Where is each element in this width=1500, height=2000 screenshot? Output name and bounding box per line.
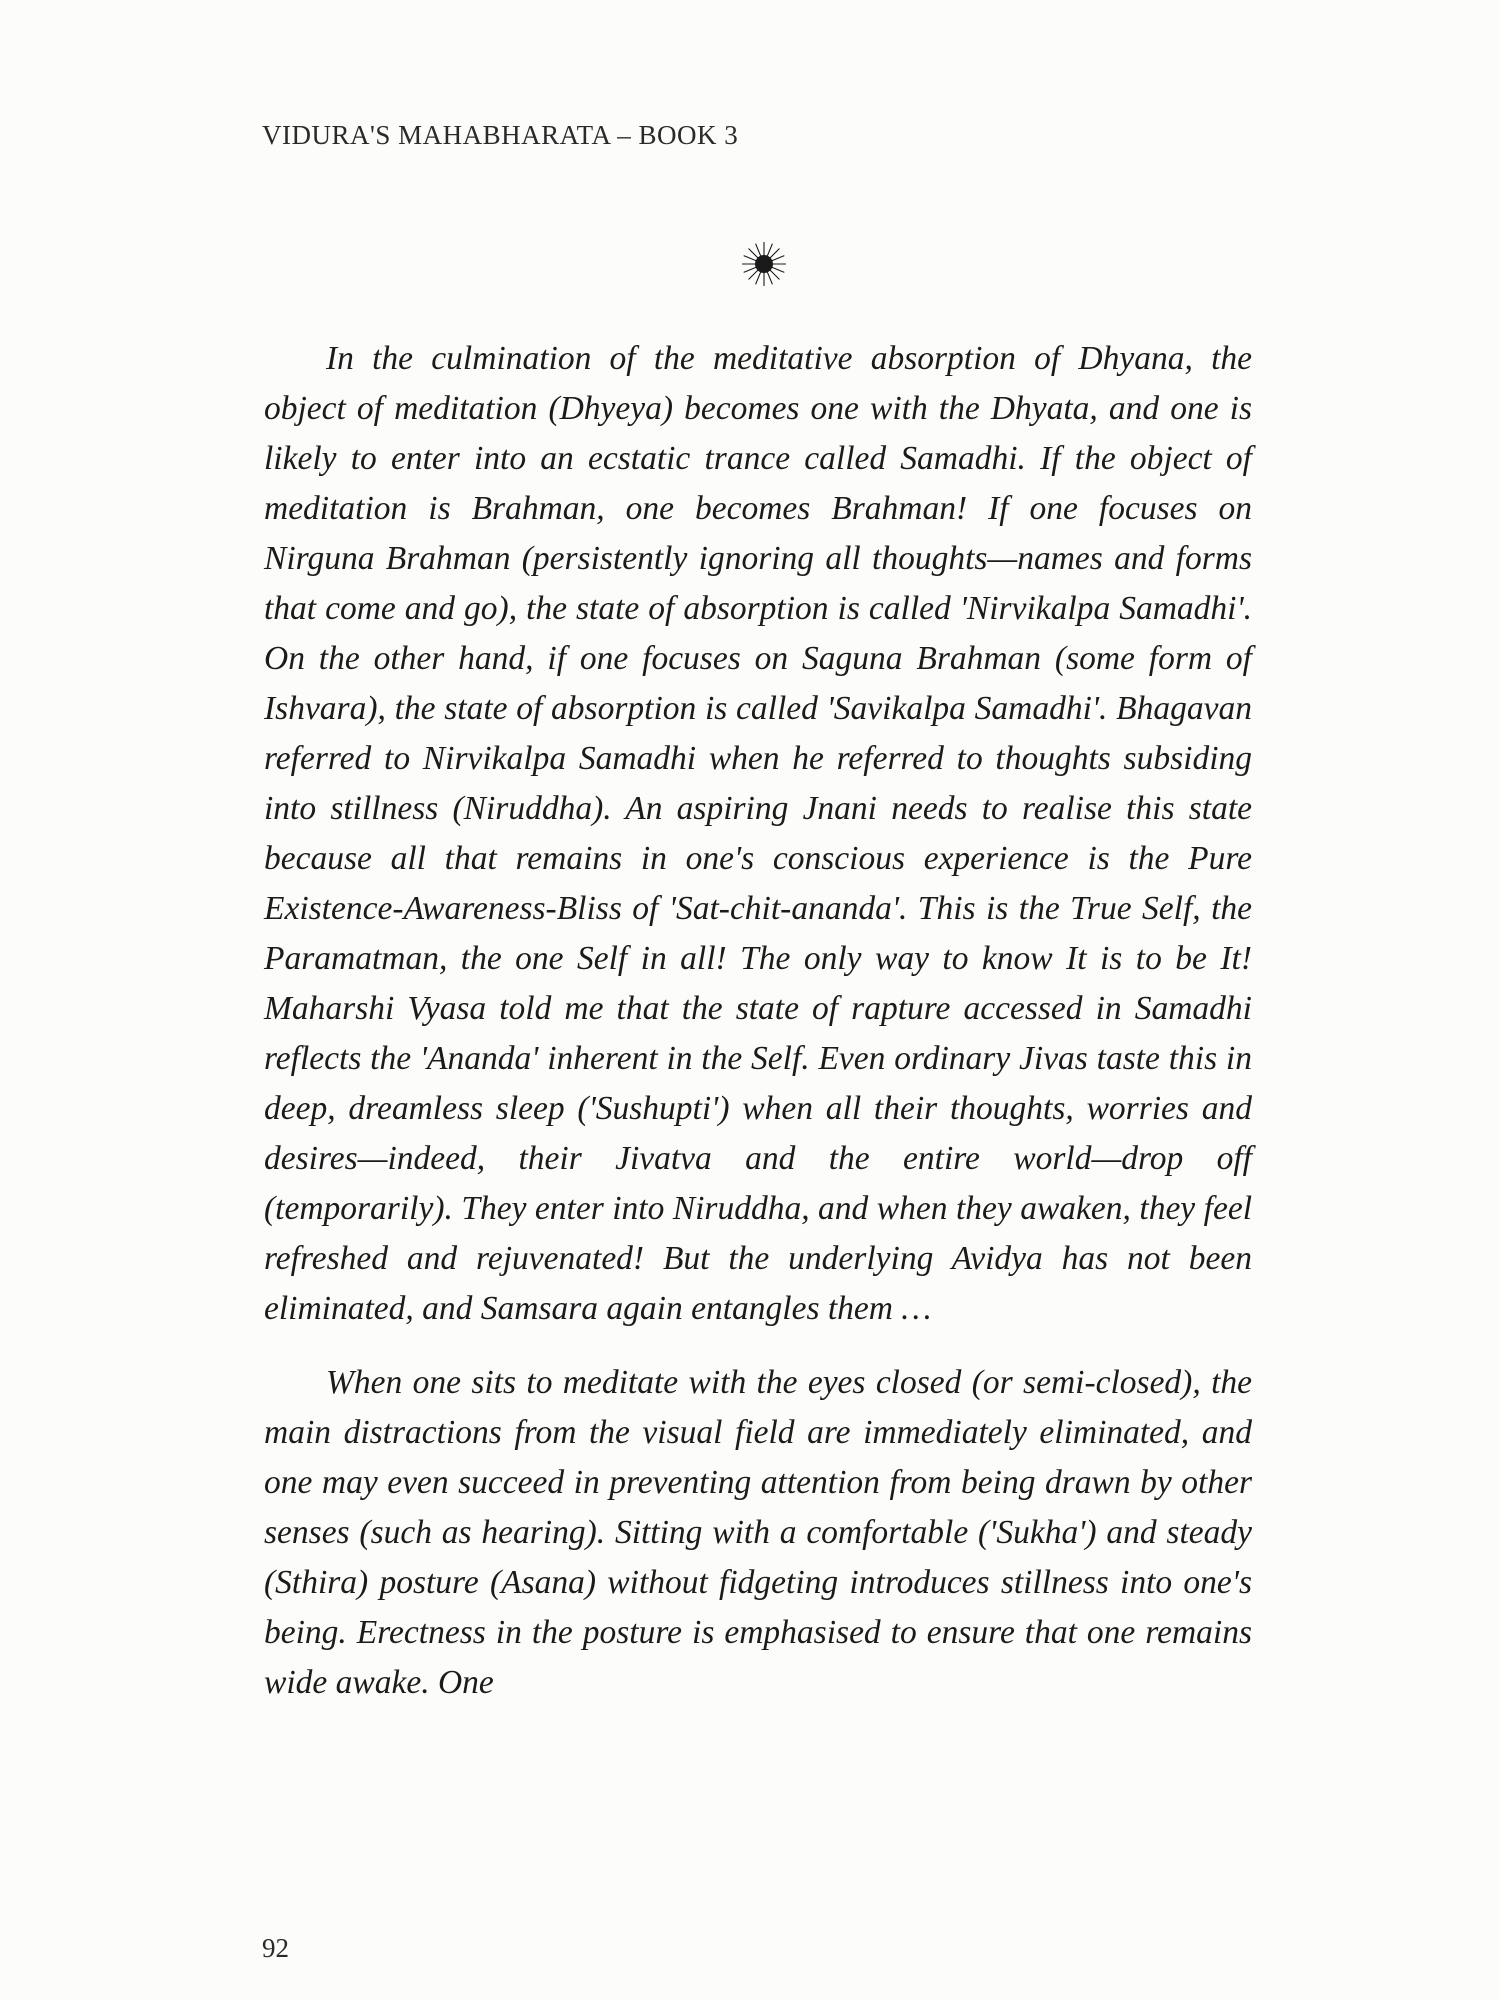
running-head: VIDURA'S MAHABHARATA – BOOK 3 (262, 120, 739, 150)
body-text (264, 334, 1252, 1708)
paragraph-meditation-posture: When one sits to meditate with the eyes closed (or semi-closed), the main distractions from the visual field are immediately eliminated, and one may even succeed in preventing attention from being drawn by other senses (such as hearing). Sitting with a comfortable ('Sukha') and steady (Sthira) posture (Asana) without fidgeting introduces stillness into one's being. Erectness in the posture is emphasised to ensure that one remains wide awake. One (264, 1364, 1252, 1701)
paragraph-samadhi: In the culmination of the meditative absorption of Dhyana, the object of meditation (Dhyeya) becomes one with the Dhyata, and one is likely to enter into an ecstatic trance called Samadhi. If the object of meditation is Brahman, one becomes Brahman! If one focuses on Nirguna Brahman (persistently ignoring all thoughts—names and forms that come and go), the state of absorption is called 'Nirvikalpa Samadhi'. On the other hand, if one focuses on Saguna Brahman (some form of Ishvara), the state of absorption is called 'Savikalpa Samadhi'. Bhagavan referred to Nirvikalpa Samadhi when he referred to thoughts subsiding into stillness (Niruddha). An aspiring Jnani needs to realise this state because all that remains in one's conscious experience is the Pure Existence-Awareness-Bliss of 'Sat-chit-ananda'. This is the True Self, the Paramatman, the one Self in all! The only way to know It is to be It! Maharshi Vyasa told me that the state of rapture accessed in Samadhi reflects the 'Ananda' inherent in the Self. Even ordinary Jivas taste this in deep, dreamless sleep ('Sushupti') when all their thoughts, worries and desires—indeed, their Jivatva and the entire world—drop off (temporarily). They enter into Niruddha, and when they awaken, they feel refreshed and rejuvenated! But the underlying Avidya has not been eliminated, and Samsara again entangles them … (264, 340, 1252, 1327)
sunburst-ornament-icon (740, 240, 788, 288)
page-number: 92 (262, 1933, 289, 1963)
